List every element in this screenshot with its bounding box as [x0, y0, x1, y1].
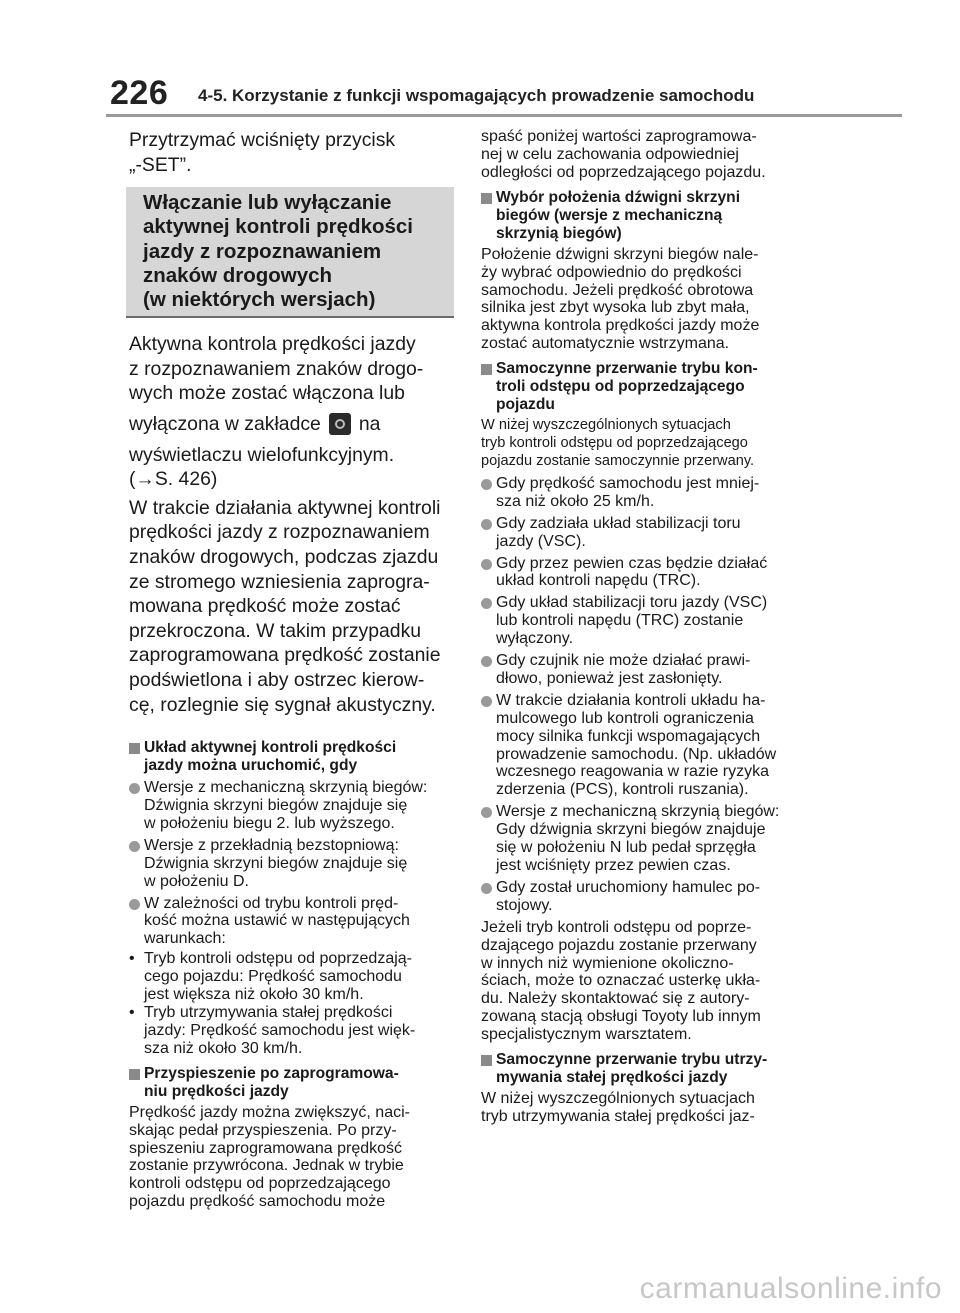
text-line: Wersje z przekładnią bezstopniową:: [144, 836, 399, 854]
text-line: skając pedał przyspieszenia. Po przy-: [129, 1121, 397, 1139]
bullet-item: [481, 594, 803, 648]
text-line: Gdy przez pewien czas będzie działać: [496, 554, 768, 572]
paragraph: [481, 128, 803, 182]
paragraph: [481, 1090, 803, 1126]
text-line: jazdy (VSC).: [496, 532, 586, 550]
bullet-item: [129, 837, 451, 891]
text-line: tryb kontroli odstępu od poprzedzającego: [481, 435, 748, 452]
text-line: • Tryb utrzymywania stałej prędkości: [144, 1003, 393, 1021]
bullet-item: [481, 652, 803, 688]
text-line: nej w celu zachowania odpowiedniej: [481, 145, 739, 163]
text-line: tryb utrzymywania stałej prędkości jaz-: [481, 1107, 755, 1125]
text-line: podświetlona i aby ostrzec kierow-: [129, 668, 425, 691]
text-line: cę, rozlegnie się sygnał akustyczny.: [129, 693, 436, 716]
title-line: (w niektórych wersjach): [143, 288, 376, 311]
text-line: wyświetlaczu wielofunkcyjnym.: [129, 443, 395, 466]
text-line: zostać automatycznie wstrzymana.: [481, 335, 730, 353]
paragraph: [481, 246, 803, 353]
text-line: układ kontroli napędu (TRC).: [496, 572, 701, 590]
bullet-item: [129, 779, 451, 833]
text-line: pojazdu: [496, 396, 555, 414]
subheading: [481, 189, 803, 243]
text-line: ściach, może to oznaczać usterkę ukła-: [481, 972, 761, 990]
text-line: odległości od poprzedzającego pojazdu.: [481, 163, 766, 181]
text-line: W niżej wyszczególnionych sytuacjach: [481, 417, 731, 434]
paragraph: [481, 919, 803, 1044]
text-line: Wersje z mechaniczną skrzynią biegów:: [144, 779, 428, 797]
text-line: Położenie dźwigni skrzyni biegów nale-: [481, 245, 759, 263]
text-line: jest wciśnięty przez pewien czas.: [496, 857, 731, 874]
text-line: w położeniu D.: [144, 872, 249, 890]
text-line: Gdy prędkość samochodu jest mniej-: [496, 474, 760, 492]
header-rule: [106, 114, 902, 117]
paragraph: [481, 417, 803, 471]
paragraph: [129, 1104, 451, 1211]
text-line: przekroczona. W takim przypadku: [129, 619, 422, 642]
text-line: mywania stałej prędkości jazdy: [496, 1069, 728, 1087]
text-line: Dźwignia skrzyni biegów znajduje się: [144, 797, 408, 815]
text-line-with-icon: [129, 412, 451, 437]
bullet-item: [481, 475, 803, 511]
text-line: Wybór położenia dźwigni skrzyni: [496, 188, 741, 206]
text-line: ży wybrać odpowiednio do prędkości: [481, 263, 742, 281]
text-line: „-SET”.: [129, 153, 192, 176]
title-line: jazdy z rozpoznawaniem: [143, 239, 382, 263]
text-line: Prędkość jazdy można zwiększyć, naci-: [129, 1103, 410, 1121]
page-number: 226: [110, 74, 169, 112]
right-column: [481, 122, 803, 1128]
text-line: jazdy: Prędkość samochodu jest więk-: [144, 1021, 416, 1039]
bullet-item: [481, 515, 803, 551]
text-line: Gdy dźwignia skrzyni biegów znajduje: [496, 821, 766, 839]
text-line: warunkach:: [144, 930, 226, 948]
text-line: z rozpoznawaniem znaków drogo-: [129, 357, 424, 380]
text-line: Gdy czujnik nie może działać prawi-: [496, 652, 751, 670]
text-line: mocy silnika funkcji wspomagających: [496, 727, 761, 745]
text-line: biegów (wersje z mechaniczną: [496, 206, 723, 224]
text-line: skrzynią biegów): [496, 224, 622, 242]
text-line: aktywna kontrola prędkości jazdy może: [481, 317, 760, 335]
text-line: specjalistycznym warsztatem.: [481, 1026, 692, 1044]
text-line: Dźwignia skrzyni biegów znajduje się: [144, 854, 408, 872]
text-line: kość można ustawić w następujących: [144, 912, 410, 930]
left-column: [129, 122, 451, 1213]
bullet-item: [481, 555, 803, 591]
bullet-item: [481, 879, 803, 915]
text-line: jazdy można uruchomić, gdy: [144, 757, 358, 775]
body-paragraph-2: [129, 496, 451, 717]
text-line: pojazdu prędkość samochodu może: [129, 1193, 386, 1211]
text-line: Jeżeli tryb kontroli odstępu od poprze-: [481, 918, 752, 936]
text-line: mulcowego lub kontroli ograniczenia: [496, 709, 754, 727]
text-line: wych może zostać włączona lub: [129, 382, 405, 405]
page-reference: (→S. 426): [129, 468, 218, 491]
text-line: lub kontroli napędu (TRC) zostanie: [496, 612, 744, 630]
text-line: sza niż około 30 km/h.: [144, 1039, 303, 1057]
section-title: [126, 187, 454, 318]
text-line: W zależności od trybu kontroli pręd-: [144, 894, 399, 912]
text-line: W trakcie działania aktywnej kontroli: [129, 496, 441, 519]
text-line: ze stromego wzniesienia zaprogra-: [129, 570, 430, 593]
title-line: Włączanie lub wyłączanie: [143, 191, 392, 215]
intro-text: [129, 128, 451, 177]
watermark: carmanualsonline.info: [639, 1272, 942, 1305]
text-line: zaprogramowana prędkość zostanie: [129, 644, 441, 667]
text-line: Wersje z mechaniczną skrzynią biegów:: [496, 803, 780, 821]
text-line: mowana prędkość może zostać: [129, 595, 401, 618]
text-line: zowaną stacją obsługi Toyoty lub innym: [481, 1008, 761, 1026]
text-line: się w położeniu N lub pedał sprzęgła: [496, 839, 756, 857]
text-line: W niżej wyszczególnionych sytuacjach: [481, 1090, 755, 1108]
text-line: silnika jest zbyt wysoka lub zbyt mała,: [481, 299, 750, 317]
text-line: samochodu. Jeżeli prędkość obrotowa: [481, 281, 754, 299]
text-line: stojowy.: [496, 896, 553, 914]
text-line: Gdy układ stabilizacji toru jazdy (VSC): [496, 594, 768, 612]
text-line: zostanie przywrócona. Jednak w trybie: [129, 1157, 404, 1175]
gear-icon: [329, 413, 351, 435]
bullet-item: [481, 692, 803, 799]
text-line: prowadzenie samochodu. (Np. układów: [496, 745, 777, 763]
text-line: Przyspieszenie po zaprogramowa-: [144, 1064, 399, 1082]
text-line: Aktywna kontrola prędkości jazdy: [129, 333, 416, 356]
text-line: sza niż około 25 km/h.: [496, 492, 655, 510]
subheading: [129, 1065, 451, 1101]
title-line: znaków drogowych: [143, 263, 333, 287]
text-line: du. Należy skontaktować się z autory-: [481, 990, 750, 1008]
bullet-item: [481, 803, 803, 875]
text-line: jest większa niż około 30 km/h.: [144, 986, 364, 1004]
sub-bullet-item: [129, 1004, 451, 1058]
text-line: W trakcie działania kontroli układu ha-: [496, 691, 766, 709]
text-line: wyłączony.: [496, 630, 574, 648]
text-line: niu prędkości jazdy: [144, 1082, 289, 1100]
subheading: [481, 360, 803, 414]
text-line: Samoczynne przerwanie trybu kon-: [496, 360, 758, 378]
text-line: Gdy zadziała układ stabilizacji toru: [496, 514, 741, 532]
text-line: cego pojazdu: Prędkość samochodu: [144, 968, 402, 986]
text-line: dłowo, ponieważ jest zasłonięty.: [496, 669, 723, 687]
text-line: w położeniu biegu 2. lub wyższego.: [144, 814, 395, 832]
text-line: znaków drogowych, podczas zjazdu: [129, 545, 439, 568]
text-fragment: wyłączona w zakładce: [129, 412, 321, 435]
bullet-item: [129, 895, 451, 949]
text-line: prędkości jazdy z rozpoznawaniem: [129, 521, 430, 544]
text-line: wczesnego reagowania w razie ryzyka: [496, 763, 770, 781]
sub-bullet-item: [129, 950, 451, 1004]
text-line: Samoczynne przerwanie trybu utrzy-: [496, 1051, 768, 1069]
text-line: spaść poniżej wartości zaprogramowa-: [481, 128, 757, 145]
chapter-title: 4-5. Korzystanie z funkcji wspomagających prowadzenie samochodu: [198, 86, 755, 105]
text-fragment: na: [358, 412, 381, 435]
text-line: Przytrzymać wciśnięty przycisk: [129, 129, 396, 151]
subheading: [129, 739, 451, 775]
text-line: spieszeniu zaprogramowana prędkość: [129, 1139, 403, 1157]
text-line: dzającego pojazdu zostanie przerwany: [481, 936, 757, 954]
text-line: pojazdu zostanie samoczynnie przerwany.: [481, 452, 755, 469]
subheading: [481, 1051, 803, 1087]
text-line: kontroli odstępu od poprzedzającego: [129, 1175, 391, 1193]
text-line: • Tryb kontroli odstępu od poprzedzają-: [144, 950, 412, 968]
text-line: zderzenia (PCS), kontroli ruszania).: [496, 781, 749, 799]
text-line: Gdy został uruchomiony hamulec po-: [496, 878, 761, 896]
text-line: troli odstępu od poprzedzającego: [496, 378, 745, 396]
text-line: Układ aktywnej kontroli prędkości: [144, 739, 397, 757]
title-line: aktywnej kontroli prędkości: [143, 215, 413, 239]
text-line: w innych niż wymienione okoliczno-: [481, 954, 734, 972]
body-paragraph-1: [129, 332, 451, 492]
